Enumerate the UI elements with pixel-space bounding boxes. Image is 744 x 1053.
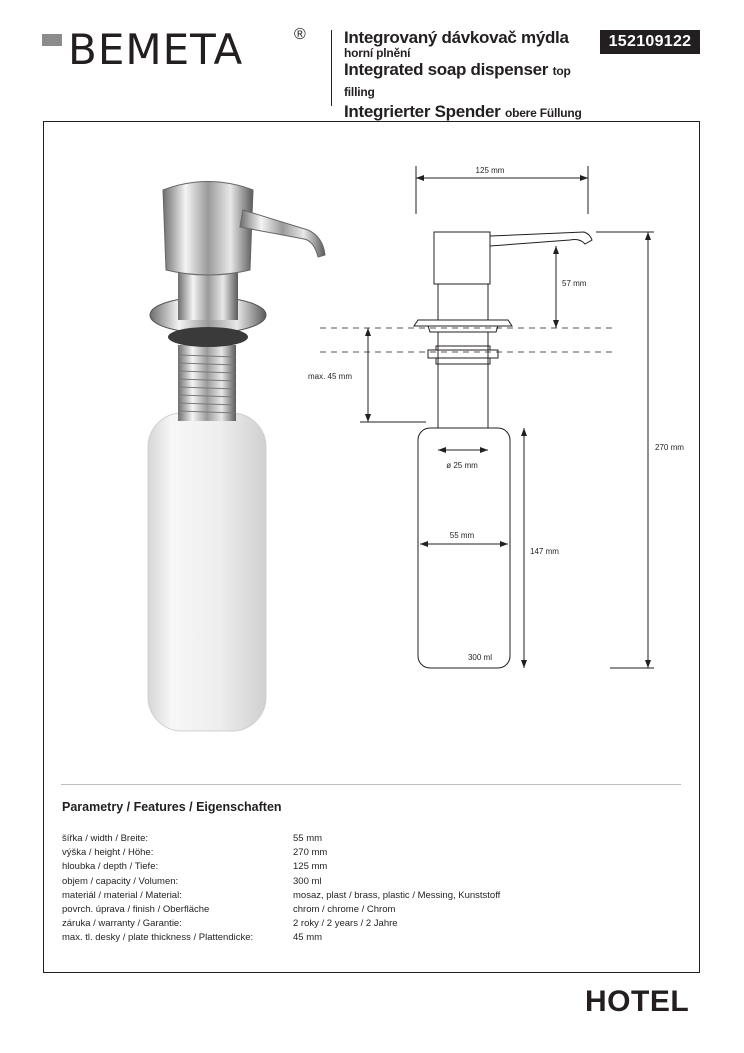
subtitle-cz: horní plnění [344, 46, 411, 60]
feature-key: materiál / material / Material: [62, 889, 182, 901]
logo-square-mark [42, 34, 62, 46]
feature-value: 300 ml [293, 875, 322, 887]
product-code-badge: 152109122 [600, 30, 700, 54]
feature-value: 2 roky / 2 years / 2 Jahre [293, 918, 398, 930]
feature-key: záruka / warranty / Garantie: [62, 918, 182, 930]
subtitle-en: top filling [344, 64, 571, 99]
dim-bottle-height: 147 mm [530, 547, 559, 556]
feature-value: 270 mm [293, 847, 328, 859]
feature-row [62, 917, 662, 931]
category-label: HOTEL [585, 985, 690, 1018]
features-table [62, 832, 662, 946]
feature-row [62, 889, 662, 903]
feature-row [62, 846, 662, 860]
subtitle-de: obere Füllung [504, 106, 582, 120]
dim-spout-height: 57 mm [562, 279, 587, 288]
feature-row [62, 875, 662, 889]
brand-logo [40, 26, 312, 76]
feature-row [62, 903, 662, 917]
logo-wordmark: BEMETA [68, 25, 244, 74]
feature-value: mosaz, plast / brass, plastic / Messing, Kunststoff [293, 889, 501, 901]
feature-key: výška / height / Höhe: [62, 847, 154, 859]
feature-key: max. tl. desky / plate thickness / Plattendicke: [62, 932, 254, 944]
registered-mark: ® [294, 26, 306, 43]
feature-key: šířka / width / Breite: [62, 833, 149, 844]
feature-row [62, 860, 662, 874]
dim-capacity: 300 ml [467, 653, 493, 662]
header-titles [344, 28, 604, 123]
dim-plate-thickness: max. 45 mm [308, 372, 353, 381]
title-de-line [344, 102, 604, 123]
header-divider [331, 30, 332, 106]
feature-value: chrom / chrome / Chrom [293, 904, 396, 916]
feature-value: 55 mm [293, 833, 323, 844]
title-en: Integrated soap dispenser [344, 60, 549, 79]
dim-bottle-width: 55 mm [449, 531, 475, 540]
title-cz: Integrovaný dávkovač mýdla [344, 28, 569, 47]
dim-total-height: 270 mm [655, 443, 684, 452]
feature-value: 45 mm [293, 932, 323, 944]
technical-drawing [300, 160, 710, 680]
feature-key: objem / capacity / Volumen: [62, 875, 179, 887]
feature-row [62, 931, 662, 945]
feature-key: povrch. úprava / finish / Oberfläche [62, 904, 210, 916]
section-divider [61, 784, 681, 785]
title-en-line [344, 60, 604, 102]
dim-width-total: 125 mm [475, 166, 505, 175]
features-title: Parametry / Features / Eigenschaften [62, 800, 282, 814]
feature-value: 125 mm [293, 861, 328, 873]
title-de: Integrierter Spender [344, 102, 501, 121]
feature-key: hloubka / depth / Tiefe: [62, 861, 159, 873]
dim-thread-diameter: ø 25 mm [446, 461, 478, 470]
feature-row [62, 832, 662, 846]
